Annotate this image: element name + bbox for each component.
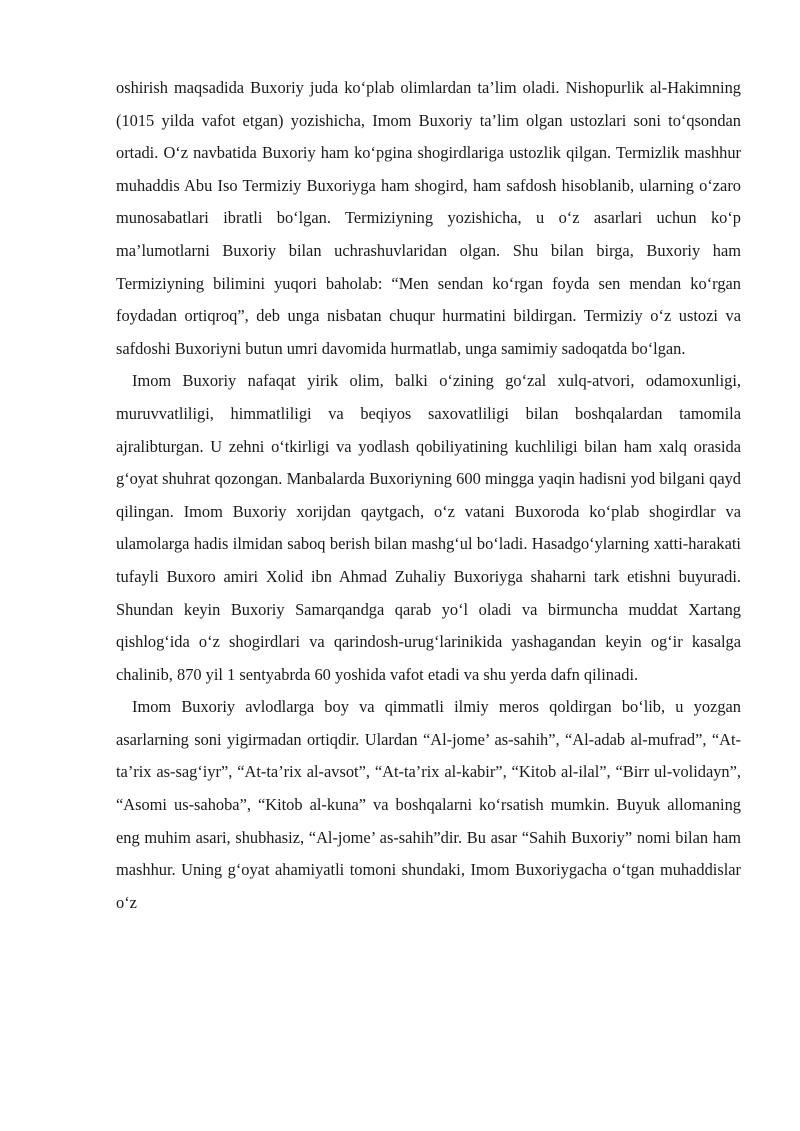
paragraph-1: oshirish maqsadida Buxoriy juda ko‘plab olimlardan ta’lim oladi. Nishopurlik al-Hakimning (1015 yilda vafot etgan) yozishicha, Imom Buxoriy ta’lim olgan ustozlari soni to‘qsondan ortadi. O‘z navbatida Buxoriy ham ko‘pgina shogirdlariga ustozlik qilgan. Termizlik mashhur muhaddis Abu Iso Termiziy Buxoriyga ham shogird, ham safdosh hisoblanib, ularning o‘zaro munosabatlari ibratli bo‘lgan. Termiziyning yozishicha, u o‘z asarlari uchun ko‘p ma’lumotlarni Buxoriy bilan uchrashuvlaridan olgan. Shu bilan birga, Buxoriy ham Termiziyning bilimini yuqori baholab: “Men sendan ko‘rgan foyda sen mendan ko‘rgan foydadan ortiqroq”, deb unga nisbatan chuqur hurmatini bildirgan. Termiziy o‘z ustozi va safdoshi Buxoriyni butun umri davomida hurmatlab, unga samimiy sadoqatda bo‘lgan. bbox=[116, 78, 741, 358]
paragraph-2: Imom Buxoriy nafaqat yirik olim, balki o‘zining go‘zal xulq-atvori, odamoxunligi, muruvvatliligi, himmatliligi va beqiyos saxovatliligi bilan boshqalardan tamomila ajralibturgan. U zehni o‘tkirligi va yodlash qobiliyatining kuchliligi bilan ham xalq orasida g‘oyat shuhrat qozongan. Manbalarda Buxoriyning 600 mingga yaqin hadisni yod bilgani qayd qilingan. Imom Buxoriy xorijdan qaytgach, o‘z vatani Buxoroda ko‘plab shogirdlar va ulamolarga hadis ilmidan saboq berish bilan mashg‘ul bo‘ladi. Hasadgo‘ylarning xatti-harakati tufayli Buxoro amiri Xolid ibn Ahmad Zuhaliy Buxoriyga shaharni tark etishni buyuradi. Shundan keyin Buxoriy Samarqandga qarab yo‘l oladi va birmuncha muddat Xartang qishlog‘ida o‘z shogirdlari va qarindosh-urug‘larinikida yashagandan keyin og‘ir kasalga chalinib, 870 yil 1 sentyabrda 60 yoshida vafot etadi va shu yerda dafn qilinadi. bbox=[116, 371, 741, 684]
paragraph-3: Imom Buxoriy avlodlarga boy va qimmatli ilmiy meros qoldirgan bo‘lib, u yozgan asarlarning soni yigirmadan ortiqdir. Ulardan “Al-jome’ as-sahih”, “Al-adab al-mufrad”, “At-ta’rix as-sag‘iyr”, “At-ta’rix al-avsot”, “At-ta’rix al-kabir”, “Kitob al-ilal”, “Birr ul-volidayn”, “Asomi us-sahoba”, “Kitob al-kuna” va boshqalarni ko‘rsatish mumkin. Buyuk allomaning eng muhim asari, shubhasiz, “Al-jome’ as-sahih”dir. Bu asar “Sahih Buxoriy” nomi bilan ham mashhur. Uning g‘oyat ahamiyatli tomoni shundaki, Imom Buxoriygacha o‘tgan muhaddislar o‘z bbox=[116, 697, 741, 912]
body-text bbox=[116, 72, 741, 919]
